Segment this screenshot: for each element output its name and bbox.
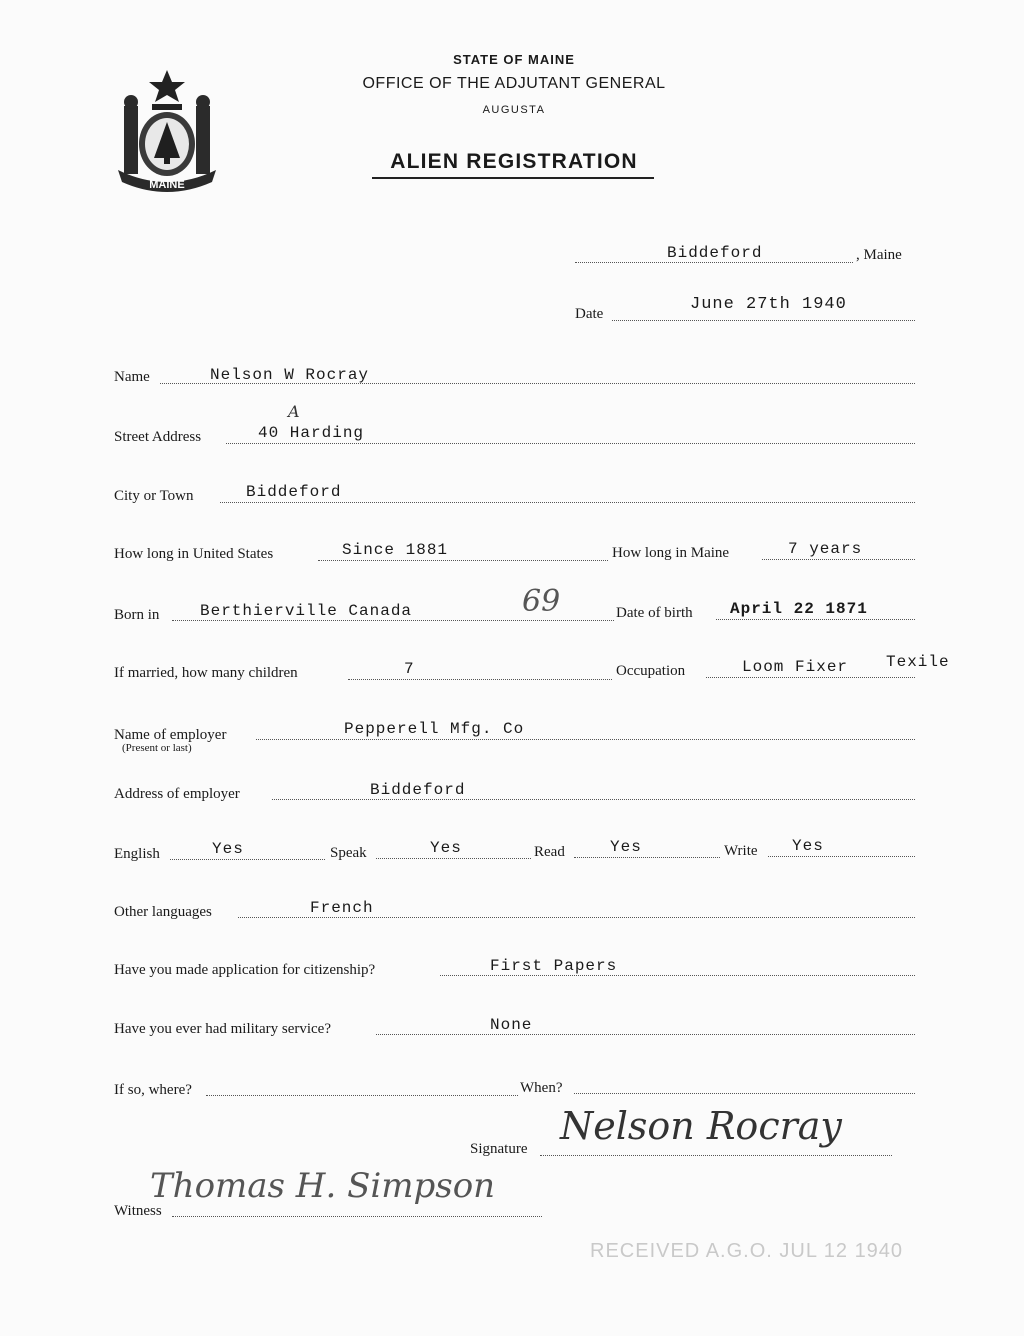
other-languages-label: Other languages bbox=[114, 904, 212, 920]
received-stamp: RECEIVED A.G.O. JUL 12 1940 bbox=[590, 1240, 904, 1262]
city-label: City or Town bbox=[114, 488, 194, 504]
name-value[interactable]: Nelson W Rocray bbox=[210, 366, 370, 384]
citizenship-label: Have you made application for citizenship? bbox=[114, 962, 376, 978]
maine-seal-icon bbox=[112, 66, 222, 192]
place-line bbox=[575, 262, 853, 263]
office-heading: OFFICE OF THE ADJUTANT GENERAL bbox=[362, 75, 666, 92]
place-suffix: , Maine bbox=[856, 247, 902, 263]
speak-label: Speak bbox=[330, 845, 367, 861]
english-value[interactable]: Yes bbox=[212, 840, 244, 858]
read-line bbox=[574, 857, 720, 858]
children-value[interactable]: 7 bbox=[404, 660, 415, 678]
english-label: English bbox=[114, 846, 160, 862]
children-line bbox=[348, 679, 612, 680]
city-heading: AUGUSTA bbox=[482, 104, 546, 116]
where-label: If so, where? bbox=[114, 1082, 192, 1098]
occupation-extra[interactable]: Texile bbox=[886, 653, 950, 671]
write-label: Write bbox=[724, 843, 758, 859]
state-heading: STATE OF MAINE bbox=[453, 52, 575, 67]
military-value[interactable]: None bbox=[490, 1016, 533, 1034]
read-value[interactable]: Yes bbox=[610, 838, 642, 856]
speak-line bbox=[376, 858, 531, 859]
employer-value[interactable]: Pepperell Mfg. Co bbox=[344, 720, 525, 738]
write-line bbox=[768, 856, 915, 857]
seal-banner-text: MAINE bbox=[149, 179, 185, 191]
english-line bbox=[170, 859, 325, 860]
signature-label: Signature bbox=[470, 1141, 528, 1157]
witness-signature[interactable]: Thomas H. Simpson bbox=[150, 1166, 496, 1206]
when-line bbox=[574, 1093, 915, 1094]
date-label: Date bbox=[575, 306, 604, 322]
date-value[interactable]: June 27th 1940 bbox=[690, 295, 847, 314]
street-label: Street Address bbox=[114, 429, 202, 445]
street-correction: A bbox=[288, 402, 300, 421]
speak-value[interactable]: Yes bbox=[430, 839, 462, 857]
when-label: When? bbox=[520, 1080, 563, 1096]
other-languages-value[interactable]: French bbox=[310, 899, 374, 917]
children-label: If married, how many children bbox=[114, 665, 298, 681]
write-value[interactable]: Yes bbox=[792, 837, 824, 855]
maine-time-label: How long in Maine bbox=[612, 545, 730, 561]
citizenship-value[interactable]: First Papers bbox=[490, 957, 618, 975]
occupation-label: Occupation bbox=[616, 663, 686, 679]
us-time-line bbox=[318, 560, 608, 561]
title-underline bbox=[372, 177, 654, 179]
dob-line bbox=[716, 619, 915, 620]
employer-address-label: Address of employer bbox=[114, 786, 240, 802]
maine-time-line bbox=[762, 559, 915, 560]
date-line bbox=[612, 320, 915, 321]
maine-time-value[interactable]: 7 years bbox=[788, 540, 863, 558]
place-value[interactable]: Biddeford bbox=[667, 244, 763, 262]
citizenship-line bbox=[440, 975, 915, 976]
employer-address-line bbox=[272, 799, 915, 800]
witness-label: Witness bbox=[114, 1203, 162, 1219]
us-time-label: How long in United States bbox=[114, 546, 274, 562]
form-title: ALIEN REGISTRATION bbox=[390, 150, 638, 173]
employer-line bbox=[256, 739, 915, 740]
signature-value[interactable]: Nelson Rocray bbox=[560, 1104, 842, 1148]
street-value[interactable]: 40 Harding bbox=[258, 424, 365, 442]
military-label: Have you ever had military service? bbox=[114, 1021, 331, 1037]
street-line bbox=[226, 443, 915, 444]
employer-label: Name of employer bbox=[114, 727, 227, 743]
where-line bbox=[206, 1095, 518, 1096]
occupation-line bbox=[706, 677, 915, 678]
employer-sublabel: (Present or last) bbox=[122, 742, 192, 754]
name-label: Name bbox=[114, 369, 150, 385]
age-annotation: 69 bbox=[522, 584, 561, 619]
city-value[interactable]: Biddeford bbox=[246, 483, 342, 501]
dob-value[interactable]: April 22 1871 bbox=[730, 600, 868, 618]
witness-line bbox=[172, 1216, 542, 1217]
military-line bbox=[376, 1034, 915, 1035]
city-line bbox=[220, 502, 915, 503]
signature-line bbox=[540, 1155, 892, 1156]
born-value[interactable]: Berthierville Canada bbox=[200, 602, 413, 620]
employer-address-value[interactable]: Biddeford bbox=[370, 781, 466, 799]
born-line bbox=[172, 620, 614, 621]
dob-label: Date of birth bbox=[616, 605, 693, 621]
born-label: Born in bbox=[114, 607, 160, 623]
occupation-value[interactable]: Loom Fixer bbox=[742, 658, 849, 676]
other-languages-line bbox=[238, 917, 915, 918]
read-label: Read bbox=[534, 844, 565, 860]
us-time-value[interactable]: Since 1881 bbox=[342, 541, 449, 559]
